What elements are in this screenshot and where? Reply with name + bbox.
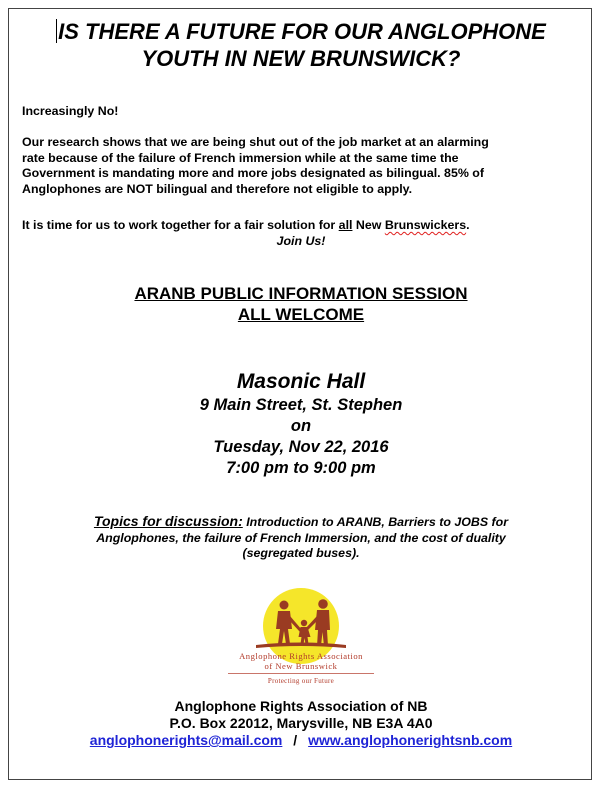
research-paragraph: [22, 135, 582, 197]
topics-line-1: Introduction to ARANB, Barriers to JOBS for: [242, 515, 509, 529]
session-subtitle: ALL WELCOME: [237, 305, 365, 324]
cta-text-end: .: [466, 218, 470, 232]
session-heading: [0, 283, 602, 325]
logo-tagline: Protecting our Future: [267, 677, 335, 685]
logo-text-line-1: Anglophone Rights Association: [239, 651, 363, 661]
venue-name: Masonic Hall: [236, 370, 366, 393]
event-details: [0, 368, 602, 479]
research-line-2: rate because of the failure of French immersion while at the same time the: [22, 150, 459, 165]
logo-text-line-2: of New Brunswick: [264, 661, 338, 671]
text-cursor: [56, 19, 57, 43]
cta-emphasis: all: [338, 218, 353, 232]
event-date: Tuesday, Nov 22, 2016: [213, 438, 389, 456]
cta-text-middle: New: [352, 218, 385, 232]
contact-footer: [0, 698, 602, 749]
venue-on: on: [290, 417, 312, 435]
intro-text: Increasingly No!: [22, 104, 119, 118]
topics-section: [40, 514, 562, 562]
topics-line-2: Anglophones, the failure of French Immersion, and the cost of duality: [96, 530, 506, 545]
cta-spellcheck-word: Brunswickers: [384, 218, 467, 232]
venue-address: 9 Main Street, St. Stephen: [199, 396, 403, 414]
footer-org: Anglophone Rights Association of NB: [174, 698, 428, 714]
headline-line-2: YOUTH IN NEW BRUNSWICK?: [141, 46, 461, 71]
event-time: 7:00 pm to 9:00 pm: [226, 459, 376, 477]
headline: [0, 18, 602, 72]
session-title: ARANB PUBLIC INFORMATION SESSION: [134, 284, 468, 303]
footer-separator: /: [293, 732, 298, 748]
call-to-action: [22, 218, 582, 234]
research-line-4: Anglophones are NOT bilingual and therefore not eligible to apply.: [22, 181, 413, 196]
topics-label: Topics for discussion:: [93, 513, 243, 529]
topics-line-3: (segregated buses).: [242, 546, 360, 561]
email-link[interactable]: anglophonerights@mail.com: [89, 732, 283, 748]
footer-address: P.O. Box 22012, Marysville, NB E3A 4A0: [169, 715, 433, 731]
join-us: Join Us!: [276, 234, 326, 248]
research-line-3: Government is mandating more and more jobs designated as bilingual. 85% of: [22, 166, 484, 181]
aranb-logo: [206, 588, 396, 692]
logo-divider: [228, 673, 374, 674]
headline-line-1: IS THERE A FUTURE FOR OUR ANGLOPHONE: [58, 19, 546, 44]
website-link[interactable]: www.anglophonerightsnb.com: [308, 732, 513, 748]
cta-text-start: It is time for us to work together for a fair solution for: [22, 218, 339, 232]
research-line-1: Our research shows that we are being shut out of the job market at an alarming: [22, 135, 489, 149]
